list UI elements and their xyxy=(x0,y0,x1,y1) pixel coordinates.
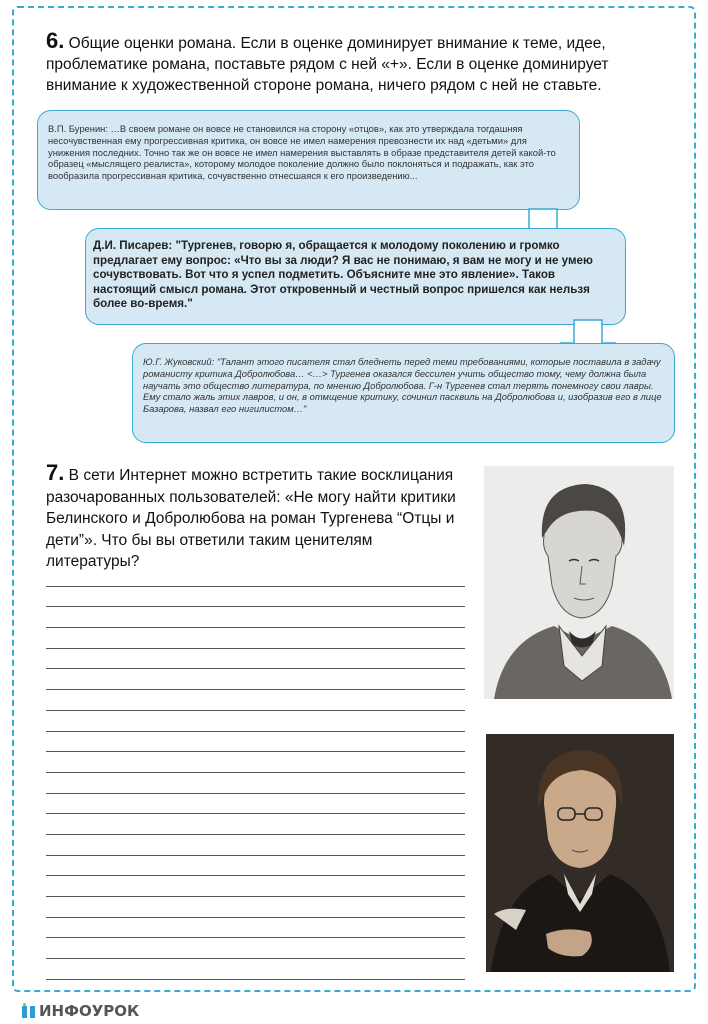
quote-pisarev: Д.И. Писарев: "Тургенев, говорю я, обращается к молодому поколению и громко предлагает ему вопрос: «Что вы за люди? Я вас не понимаю, я вам не могу и не умею сочувствовать. Вот что я успел подметить. Объясните мне это явление». Таков настоящий смысл романа. Этот откровенный и честный вопрос пришелся как нельзя более во-время." xyxy=(85,228,626,325)
answer-line[interactable] xyxy=(46,669,465,690)
answer-line[interactable] xyxy=(46,711,465,732)
answer-line[interactable] xyxy=(46,607,465,628)
answer-line[interactable] xyxy=(46,649,465,670)
logo xyxy=(21,1002,139,1020)
answer-line[interactable] xyxy=(46,959,465,980)
portrait-dobrolyubov xyxy=(486,734,674,972)
task-6 xyxy=(46,30,666,96)
answer-line[interactable] xyxy=(46,814,465,835)
answer-line[interactable] xyxy=(46,938,465,959)
task-7-text: В сети Интернет можно встретить такие восклицания разочарованных пользователей: «Не могу найти критики Белинского и Добролюбова на роман Тургенева “Отцы и дети”». Что бы вы ответили таким ценителям литературы? xyxy=(46,467,456,570)
answer-line[interactable] xyxy=(46,794,465,815)
portrait-belinsky xyxy=(484,466,674,699)
answer-line[interactable] xyxy=(46,732,465,753)
answer-line[interactable] xyxy=(46,587,465,608)
answer-line[interactable] xyxy=(46,566,465,587)
answer-line[interactable] xyxy=(46,752,465,773)
quote-burenin: В.П. Буренин: …В своем романе он вовсе не становился на сторону «отцов», как это утверждала тогдашняя несочувственная ему прогрессивная критика, он вовсе не имел намерения превознести их над «детьми» для унижения последних. Точно так же он вовсе не имел намерения выставлять в образе представителя детей какой-то образец «мыслящего реалиста», которому молодое поколение должно было поклоняться и подражать, как это вообразила прогрессивная критика, сочувственно отнесшаяся к его произведению... xyxy=(37,110,580,210)
task-7-number: 7. xyxy=(46,460,65,485)
task-7 xyxy=(46,462,466,573)
logo-text: ИНФОУРОК xyxy=(39,1002,140,1020)
answer-lines[interactable] xyxy=(46,566,465,980)
task-6-number: 6. xyxy=(46,28,65,53)
task-6-text: Общие оценки романа. Если в оценке доминирует внимание к теме, идее, проблематике романа, поставьте рядом с ней «+». Если в оценке доминирует внимание к художественной стороне романа, ничего рядом с ней не ставьте. xyxy=(46,35,609,94)
answer-line[interactable] xyxy=(46,897,465,918)
answer-line[interactable] xyxy=(46,918,465,939)
answer-line[interactable] xyxy=(46,876,465,897)
answer-line[interactable] xyxy=(46,835,465,856)
quote-zhukovsky: Ю.Г. Жуковский: "Талант этого писателя стал бледнеть перед теми требованиями, которые поставила в задачу романисту критика Добролюбова… <…> Тургенев оказался бессилен учить общество тому, чему должна была научать это общество литература, по мнению Добролюбова. Г-н Тургенев стал терять понемногу свои лавры. Ему стало жаль этих лавров, и он, в отмщение критику, сочинил пасквиль на Добролюбова и, изобразив его в лице Базарова, назвал его нигилистом…" xyxy=(132,343,675,443)
answer-line[interactable] xyxy=(46,856,465,877)
infourok-logo-icon xyxy=(21,1003,37,1019)
answer-line[interactable] xyxy=(46,628,465,649)
answer-line[interactable] xyxy=(46,773,465,794)
answer-line[interactable] xyxy=(46,690,465,711)
